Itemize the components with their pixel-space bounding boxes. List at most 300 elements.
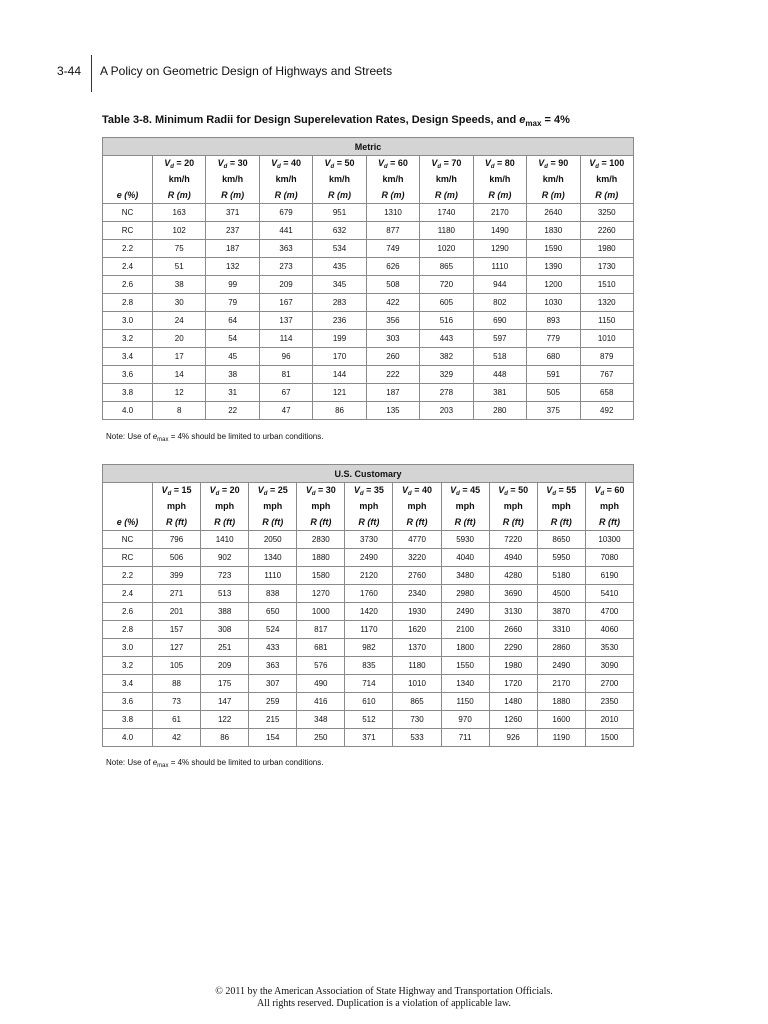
us-table: [102, 464, 634, 747]
radius-cell: 1740: [420, 204, 473, 222]
radius-cell: 1340: [249, 549, 297, 567]
radius-cell: 1260: [489, 711, 537, 729]
radius-cell: 64: [206, 312, 259, 330]
radius-unit: R (m): [328, 189, 352, 200]
metric-radius-unit-header: [153, 186, 206, 204]
speed-v-sub: d: [223, 164, 228, 170]
radius-unit: R (ft): [550, 516, 572, 527]
radius-cell: 3250: [580, 204, 633, 222]
radius-cell: 8: [153, 402, 206, 420]
radius-cell: 5950: [537, 549, 585, 567]
radius-cell: 271: [153, 585, 201, 603]
speed-unit: km/h: [542, 174, 564, 184]
us-radius-unit-header: [297, 513, 345, 531]
radius-unit: R (m): [167, 189, 191, 200]
speed-v: V: [324, 158, 331, 168]
table-title-suffix: = 4%: [541, 114, 570, 126]
copyright-line: © 2011 by the American Association of State Highway and Transportation Officials.: [215, 986, 553, 997]
radius-cell: 2170: [537, 675, 585, 693]
metric-speed-header: [527, 156, 580, 187]
radius-cell: 533: [393, 729, 441, 747]
radius-cell: 2340: [393, 585, 441, 603]
speed-unit: mph: [359, 501, 379, 511]
radius-cell: 658: [580, 384, 633, 402]
radius-cell: 926: [489, 729, 537, 747]
radius-cell: 345: [313, 276, 366, 294]
radius-unit: R (ft): [262, 516, 284, 527]
speed-unit: km/h: [275, 174, 297, 184]
radius-unit: R (ft): [310, 516, 332, 527]
radius-cell: 433: [249, 639, 297, 657]
radius-cell: 2350: [585, 693, 633, 711]
radius-cell: 236: [313, 312, 366, 330]
us-speed-header: [489, 483, 537, 514]
radius-cell: 1150: [441, 693, 489, 711]
speed-v-sub: d: [277, 164, 281, 170]
radius-cell: 31: [206, 384, 259, 402]
radius-unit: R (ft): [406, 516, 428, 527]
speed-value: = 60: [606, 485, 625, 495]
table-row: [103, 402, 634, 420]
speed-v-sub: d: [330, 164, 335, 170]
radius-cell: 650: [249, 603, 297, 621]
radius-cell: 388: [201, 603, 249, 621]
radius-cell: 3130: [489, 603, 537, 621]
radius-cell: 61: [153, 711, 201, 729]
radius-cell: 982: [345, 639, 393, 657]
speed-v: V: [305, 485, 312, 495]
radius-cell: 506: [153, 549, 201, 567]
speed-value: = 20: [176, 158, 195, 168]
us-speed-header: [249, 483, 297, 514]
table-row: [103, 204, 634, 222]
radius-cell: 1310: [366, 204, 419, 222]
metric-note-sub: max: [157, 437, 169, 443]
radius-cell: 147: [201, 693, 249, 711]
speed-value: = 30: [318, 485, 336, 495]
radius-cell: 22: [206, 402, 259, 420]
speed-unit: mph: [167, 501, 187, 511]
speed-v: V: [257, 485, 264, 495]
radius-cell: 817: [297, 621, 345, 639]
speed-unit: mph: [455, 501, 475, 511]
metric-speed-header: [313, 156, 366, 187]
speed-unit: km/h: [596, 174, 618, 184]
metric-note-suffix: = 4% should be limited to urban conditions.: [168, 432, 324, 441]
speed-v-sub: d: [170, 164, 174, 170]
us-radius-unit-header: [393, 513, 441, 531]
radius-unit: R (m): [488, 189, 512, 200]
speed-value: = 25: [269, 485, 288, 495]
radius-cell: 1110: [473, 258, 526, 276]
radius-cell: 201: [153, 603, 201, 621]
table-row: [103, 585, 634, 603]
speed-v: V: [271, 158, 278, 168]
radius-cell: 237: [206, 222, 259, 240]
speed-value: = 100: [601, 158, 625, 168]
speed-unit: mph: [215, 501, 235, 511]
metric-speed-row: [103, 156, 634, 187]
radius-cell: 1880: [297, 549, 345, 567]
radius-cell: 838: [249, 585, 297, 603]
radius-cell: 1420: [345, 603, 393, 621]
speed-value: = 30: [229, 158, 248, 168]
radius-cell: 3690: [489, 585, 537, 603]
radius-cell: 137: [259, 312, 312, 330]
radius-cell: 749: [366, 240, 419, 258]
speed-unit: mph: [311, 501, 331, 511]
us-note: [106, 758, 323, 767]
metric-band-header: Metric: [103, 138, 634, 156]
radius-cell: 1510: [580, 276, 633, 294]
metric-radius-unit-header: [259, 186, 312, 204]
radius-cell: 779: [527, 330, 580, 348]
table-title-e-sub: max: [525, 119, 542, 128]
radius-cell: 877: [366, 222, 419, 240]
radius-cell: 170: [313, 348, 366, 366]
radius-cell: 3310: [537, 621, 585, 639]
radius-cell: 1180: [420, 222, 473, 240]
e-value-cell: 3.6: [103, 366, 153, 384]
metric-body: [103, 204, 634, 420]
e-value-cell: 3.0: [103, 639, 153, 657]
radius-cell: 893: [527, 312, 580, 330]
e-value-cell: 2.6: [103, 276, 153, 294]
radius-cell: 42: [153, 729, 201, 747]
speed-unit: mph: [599, 501, 619, 511]
radius-cell: 1550: [441, 657, 489, 675]
radius-cell: 30: [153, 294, 206, 312]
e-value-cell: 3.2: [103, 657, 153, 675]
radius-cell: 1180: [393, 657, 441, 675]
radius-cell: 1370: [393, 639, 441, 657]
e-value-cell: 2.4: [103, 585, 153, 603]
speed-v: V: [209, 485, 216, 495]
speed-unit: mph: [263, 501, 283, 511]
radius-cell: 448: [473, 366, 526, 384]
radius-cell: 518: [473, 348, 526, 366]
radius-cell: 209: [259, 276, 312, 294]
radius-cell: 47: [259, 402, 312, 420]
radius-cell: 970: [441, 711, 489, 729]
table-row: [103, 729, 634, 747]
radius-cell: 2050: [249, 531, 297, 549]
table-title: [102, 114, 570, 126]
radius-cell: 348: [297, 711, 345, 729]
metric-radius-unit-header: [473, 186, 526, 204]
radius-cell: 88: [153, 675, 201, 693]
radius-cell: 3530: [585, 639, 633, 657]
radius-cell: 144: [313, 366, 366, 384]
us-speed-header: [153, 483, 201, 514]
radius-cell: 1270: [297, 585, 345, 603]
radius-cell: 12: [153, 384, 206, 402]
radius-cell: 3090: [585, 657, 633, 675]
speed-v: V: [498, 485, 505, 495]
radius-cell: 512: [345, 711, 393, 729]
speed-unit: km/h: [329, 174, 351, 184]
speed-value: = 40: [283, 158, 302, 168]
metric-note: [106, 432, 323, 441]
radius-cell: 154: [249, 729, 297, 747]
radius-cell: 1800: [441, 639, 489, 657]
radius-cell: 127: [153, 639, 201, 657]
copyright-footer: [0, 986, 768, 1010]
e-value-cell: NC: [103, 204, 153, 222]
us-corner-cell: [103, 483, 153, 514]
table-row: [103, 675, 634, 693]
radius-cell: 1980: [489, 657, 537, 675]
metric-speed-header: [153, 156, 206, 187]
speed-value: = 70: [443, 158, 462, 168]
radius-cell: 902: [201, 549, 249, 567]
radius-cell: 513: [201, 585, 249, 603]
radius-cell: 24: [153, 312, 206, 330]
speed-v-sub: d: [552, 491, 556, 497]
radius-cell: 96: [259, 348, 312, 366]
table-row: [103, 294, 634, 312]
radius-cell: 2660: [489, 621, 537, 639]
radius-cell: 490: [297, 675, 345, 693]
radius-cell: 86: [201, 729, 249, 747]
e-value-cell: 2.8: [103, 621, 153, 639]
e-value-cell: 3.8: [103, 711, 153, 729]
radius-cell: 681: [297, 639, 345, 657]
speed-unit: km/h: [435, 174, 457, 184]
us-note-prefix: Note: Use of: [106, 758, 153, 767]
radius-cell: 1150: [580, 312, 633, 330]
e-value-cell: RC: [103, 222, 153, 240]
speed-value: = 90: [550, 158, 569, 168]
radius-cell: 81: [259, 366, 312, 384]
radius-unit: R (ft): [358, 516, 380, 527]
radius-cell: 1880: [537, 693, 585, 711]
radius-cell: 203: [420, 402, 473, 420]
speed-v: V: [431, 158, 438, 168]
us-speed-header: [345, 483, 393, 514]
radius-cell: 7080: [585, 549, 633, 567]
radius-cell: 51: [153, 258, 206, 276]
radius-cell: 73: [153, 693, 201, 711]
radius-cell: 1110: [249, 567, 297, 585]
radius-cell: 371: [345, 729, 393, 747]
radius-cell: 2290: [489, 639, 537, 657]
speed-value: = 50: [510, 485, 529, 495]
speed-v: V: [594, 485, 601, 495]
radius-cell: 4060: [585, 621, 633, 639]
speed-v: V: [484, 158, 491, 168]
radius-cell: 1000: [297, 603, 345, 621]
e-value-cell: 3.8: [103, 384, 153, 402]
table-row: [103, 639, 634, 657]
metric-note-prefix: Note: Use of: [106, 432, 153, 441]
metric-radius-unit-header: [580, 186, 633, 204]
radius-cell: 114: [259, 330, 312, 348]
speed-value: = 40: [414, 485, 432, 495]
radius-cell: 2760: [393, 567, 441, 585]
page-header: [0, 0, 768, 100]
radius-cell: 1930: [393, 603, 441, 621]
us-note-e: e: [152, 758, 158, 767]
speed-unit: km/h: [168, 174, 190, 184]
speed-v: V: [161, 485, 168, 495]
e-value-cell: 2.8: [103, 294, 153, 312]
table-row: [103, 549, 634, 567]
speed-unit: mph: [407, 501, 427, 511]
us-radius-unit-header: [537, 513, 585, 531]
metric-radius-unit-header: [527, 186, 580, 204]
radius-cell: 280: [473, 402, 526, 420]
radius-cell: 135: [366, 402, 419, 420]
radius-unit: R (ft): [502, 516, 524, 527]
speed-v-sub: d: [595, 164, 599, 170]
radius-cell: 1340: [441, 675, 489, 693]
radius-cell: 508: [366, 276, 419, 294]
metric-table: [102, 137, 634, 420]
radius-cell: 1290: [473, 240, 526, 258]
speed-v-sub: d: [408, 491, 412, 497]
radius-cell: 443: [420, 330, 473, 348]
book-title: A Policy on Geometric Design of Highways and Streets: [100, 64, 393, 78]
radius-cell: 435: [313, 258, 366, 276]
us-e-header-text: e (%): [116, 516, 139, 527]
e-value-cell: 2.4: [103, 258, 153, 276]
radius-cell: 591: [527, 366, 580, 384]
table-row: [103, 258, 634, 276]
radius-cell: 157: [153, 621, 201, 639]
us-e-header: [103, 513, 153, 531]
speed-value: = 20: [221, 485, 240, 495]
radius-cell: 1730: [580, 258, 633, 276]
radius-cell: 865: [420, 258, 473, 276]
radius-cell: 371: [206, 204, 259, 222]
radius-cell: 14: [153, 366, 206, 384]
radius-cell: 132: [206, 258, 259, 276]
metric-e-header: [103, 186, 153, 204]
radius-cell: 307: [249, 675, 297, 693]
radius-cell: 105: [153, 657, 201, 675]
radius-cell: 250: [297, 729, 345, 747]
speed-v-sub: d: [263, 491, 268, 497]
radius-cell: 187: [206, 240, 259, 258]
us-speed-row: [103, 483, 634, 514]
radius-cell: 79: [206, 294, 259, 312]
speed-v-sub: d: [215, 491, 220, 497]
e-value-cell: 3.2: [103, 330, 153, 348]
speed-value: = 55: [558, 485, 577, 495]
us-radius-unit-header: [201, 513, 249, 531]
radius-cell: 610: [345, 693, 393, 711]
radius-cell: 632: [313, 222, 366, 240]
radius-cell: 251: [201, 639, 249, 657]
radius-cell: 5410: [585, 585, 633, 603]
radius-cell: 8650: [537, 531, 585, 549]
radius-cell: 492: [580, 402, 633, 420]
radius-cell: 260: [366, 348, 419, 366]
radius-cell: 516: [420, 312, 473, 330]
speed-v: V: [402, 485, 409, 495]
radius-cell: 723: [201, 567, 249, 585]
us-speed-header: [441, 483, 489, 514]
radius-cell: 3480: [441, 567, 489, 585]
radius-cell: 4770: [393, 531, 441, 549]
radius-cell: 2860: [537, 639, 585, 657]
radius-cell: 597: [473, 330, 526, 348]
radius-cell: 215: [249, 711, 297, 729]
speed-value: = 50: [336, 158, 355, 168]
speed-v-sub: d: [383, 164, 388, 170]
speed-unit: km/h: [382, 174, 404, 184]
radius-cell: 835: [345, 657, 393, 675]
radius-cell: 534: [313, 240, 366, 258]
e-value-cell: 4.0: [103, 402, 153, 420]
radius-cell: 796: [153, 531, 201, 549]
e-value-cell: 2.2: [103, 240, 153, 258]
speed-v-sub: d: [437, 164, 442, 170]
us-radius-unit-header: [489, 513, 537, 531]
radius-cell: 1390: [527, 258, 580, 276]
radius-cell: 67: [259, 384, 312, 402]
speed-v: V: [538, 158, 545, 168]
radius-cell: 3730: [345, 531, 393, 549]
radius-cell: 1830: [527, 222, 580, 240]
radius-cell: 690: [473, 312, 526, 330]
metric-radius-unit-header: [366, 186, 419, 204]
metric-speed-header: [366, 156, 419, 187]
radius-cell: 259: [249, 693, 297, 711]
radius-cell: 1010: [393, 675, 441, 693]
table-row: [103, 222, 634, 240]
radius-cell: 441: [259, 222, 312, 240]
e-value-cell: NC: [103, 531, 153, 549]
radius-cell: 1030: [527, 294, 580, 312]
radius-cell: 2490: [345, 549, 393, 567]
radius-cell: 4040: [441, 549, 489, 567]
radius-cell: 802: [473, 294, 526, 312]
e-value-cell: 2.6: [103, 603, 153, 621]
us-speed-header: [201, 483, 249, 514]
speed-unit: km/h: [222, 174, 244, 184]
metric-e-header-text: e (%): [116, 189, 139, 200]
radius-cell: 767: [580, 366, 633, 384]
radius-cell: 363: [259, 240, 312, 258]
radius-unit: R (m): [381, 189, 405, 200]
us-note-suffix: = 4% should be limited to urban conditions.: [168, 758, 324, 767]
metric-radius-unit-header: [420, 186, 473, 204]
radius-cell: 5930: [441, 531, 489, 549]
radius-cell: 1190: [537, 729, 585, 747]
radius-cell: 680: [527, 348, 580, 366]
metric-radius-unit-header: [206, 186, 259, 204]
radius-cell: 167: [259, 294, 312, 312]
speed-v-sub: d: [167, 491, 172, 497]
radius-cell: 626: [366, 258, 419, 276]
metric-radius-unit-header: [313, 186, 366, 204]
radius-cell: 2170: [473, 204, 526, 222]
radius-cell: 505: [527, 384, 580, 402]
header-divider: [91, 55, 92, 92]
e-value-cell: 2.2: [103, 567, 153, 585]
radius-cell: 1200: [527, 276, 580, 294]
metric-speed-header: [206, 156, 259, 187]
us-radius-unit-header: [441, 513, 489, 531]
rights-line: All rights reserved. Duplication is a violation of applicable law.: [256, 998, 511, 1009]
metric-speed-header: [420, 156, 473, 187]
speed-v: V: [353, 485, 360, 495]
radius-cell: 2010: [585, 711, 633, 729]
radius-cell: 45: [206, 348, 259, 366]
metric-note-e: e: [152, 432, 158, 441]
